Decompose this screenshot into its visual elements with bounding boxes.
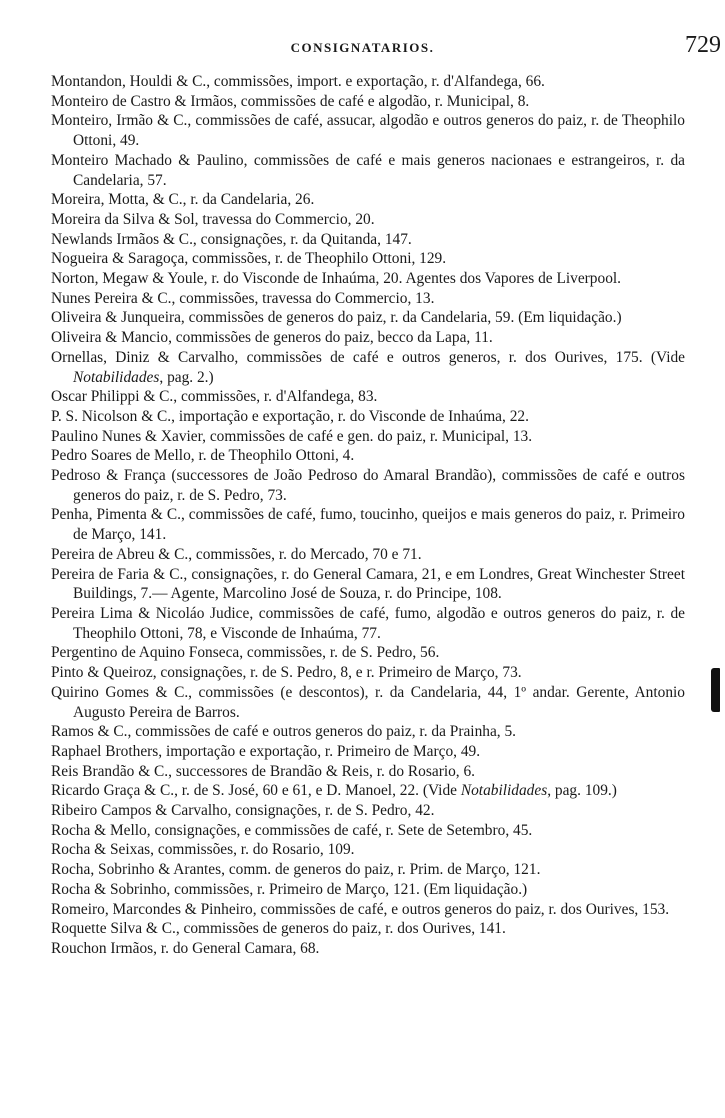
entry-roquette: Roquette Silva & C., commissões de generos do paiz, r. dos Ourives, 141. bbox=[51, 920, 506, 938]
entry-ribeiro-campos: Ribeiro Campos & Carvalho, consignações, r. de S. Pedro, 42. bbox=[51, 802, 435, 820]
entry-penha-pimenta: Penha, Pimenta & C., commissões de café, fumo, toucinho, queijos e mais generos do paiz, r. Primeiro de Março, 141. bbox=[51, 506, 685, 544]
entry-pinto-queiroz: Pinto & Queiroz, consignações, r. de S. Pedro, 8, e r. Primeiro de Março, 73. bbox=[51, 664, 522, 682]
page-number: 729 bbox=[685, 32, 721, 58]
entry-nogueira: Nogueira & Saragoça, commissões, r. de Theophilo Ottoni, 129. bbox=[51, 250, 447, 268]
entry-moreira-da-silva: Moreira da Silva & Sol, travessa do Commercio, 20. bbox=[51, 210, 375, 228]
entry-newlands: Newlands Irmãos & C., consignações, r. da Quitanda, 147. bbox=[51, 230, 412, 248]
page-header bbox=[0, 30, 725, 64]
entry-reis-brandao: Reis Brandão & C., successores de Brandão & Reis, r. do Rosario, 6. bbox=[51, 762, 476, 780]
entry-oscar-philippi: Oscar Philippi & C., commissões, r. d'Alfandega, 83. bbox=[51, 388, 378, 406]
entry-moreira-motta: Moreira, Motta, & C., r. da Candelaria, 26. bbox=[51, 191, 315, 209]
entry-rocha-seixas: Rocha & Seixas, commissões, r. do Rosario, 109. bbox=[51, 841, 355, 859]
entry-oliveira-mancio: Oliveira & Mancio, commissões de generos do paiz, becco da Lapa, 11. bbox=[51, 329, 493, 347]
entry-nicolson: P. S. Nicolson & C., importação e exportação, r. do Visconde de Inhaúma, 22. bbox=[51, 407, 529, 425]
entry-rouchon: Rouchon Irmãos, r. do General Camara, 68. bbox=[51, 939, 320, 957]
entry-quirino-gomes: Quirino Gomes & C., commissões (e descontos), r. da Candelaria, 44, 1º andar. Gerente, Antonio Augusto Pereira de Barros. bbox=[51, 683, 685, 721]
entry-oliveira-junqueira: Oliveira & Junqueira, commissões de generos do paiz, r. da Candelaria, 59. (Em liquidação.) bbox=[51, 309, 622, 327]
running-head: CONSIGNATARIOS. bbox=[290, 40, 435, 55]
entry-montandon: Montandon, Houldi & C., commissões, import. e exportação, r. d'Alfandega, 66. bbox=[51, 73, 545, 90]
entry-pedroso-franca: Pedroso & França (successores de João Pedroso do Amaral Brandão), commissões de café e outros generos do paiz, r. de S. Pedro, 73. bbox=[51, 467, 685, 504]
entry-ricardo-graca-reference: Notabilidades bbox=[460, 782, 548, 800]
consignee-list bbox=[51, 72, 685, 959]
entry-rocha-mello: Rocha & Mello, consignações, e commissões de café, r. Sete de Setembro, 45. bbox=[51, 821, 533, 839]
entry-pedro-soares: Pedro Soares de Mello, r. de Theophilo Ottoni, 4. bbox=[51, 447, 355, 465]
entry-pereira-lima: Pereira Lima & Nicoláo Judice, commissões de café, fumo, algodão e outros generos do paiz, r. de Theophilo Ottoni, 78, e Visconde de Inhaúma, 77. bbox=[51, 604, 685, 642]
entry-ornellas-text: Ornellas, Diniz & Carvalho, commissões de café e outros generos, r. dos Ourives, 175. (Vide bbox=[51, 348, 685, 366]
entry-monteiro-de-castro: Monteiro de Castro & Irmãos, commissões de café e algodão, r. Municipal, 8. bbox=[51, 92, 530, 110]
entry-ornellas-page: , pag. 2.) bbox=[159, 368, 214, 386]
entry-paulino-nunes: Paulino Nunes & Xavier, commissões de café e gen. do paiz, r. Municipal, 13. bbox=[51, 427, 533, 445]
entry-romeiro: Romeiro, Marcondes & Pinheiro, commissões de café, e outros generos do paiz, r. dos Ourives, 153. bbox=[51, 900, 670, 918]
entry-monteiro-machado: Monteiro Machado & Paulino, commissões de café e mais generos nacionaes e estrangeiros, r. da Candelaria, 57. bbox=[51, 151, 685, 189]
entry-ricardo-graca-page: , pag. 109.) bbox=[547, 782, 617, 800]
entry-ricardo-graca bbox=[51, 781, 685, 801]
entry-ornellas-reference: Notabilidades bbox=[73, 368, 160, 386]
entry-nunes-pereira: Nunes Pereira & C., commissões, travessa do Commercio, 13. bbox=[51, 289, 435, 307]
entry-monteiro-irmao: Monteiro, Irmão & C., commissões de café, assucar, algodão e outros generos do paiz, r. de Theophilo Ottoni, 49. bbox=[51, 112, 685, 150]
entry-ramos: Ramos & C., commissões de café e outros generos do paiz, r. da Prainha, 5. bbox=[51, 723, 517, 741]
entry-pereira-de-abreu: Pereira de Abreu & C., commissões, r. do Mercado, 70 e 71. bbox=[51, 545, 422, 563]
entry-raphael-brothers: Raphael Brothers, importação e exportação, r. Primeiro de Março, 49. bbox=[51, 742, 481, 760]
entry-ricardo-graca-text: Ricardo Graça & C., r. de S. José, 60 e 61, e D. Manoel, 22. (Vide bbox=[51, 782, 461, 800]
entry-ornellas bbox=[51, 348, 685, 387]
entry-norton: Norton, Megaw & Youle, r. do Visconde de Inhaúma, 20. Agentes dos Vapores de Liverpool. bbox=[51, 270, 622, 288]
entry-rocha-sobrinho: Rocha & Sobrinho, commissões, r. Primeiro de Março, 121. (Em liquidação.) bbox=[51, 880, 528, 898]
entry-pergentino: Pergentino de Aquino Fonseca, commissões, r. de S. Pedro, 56. bbox=[51, 644, 440, 662]
entry-pereira-de-faria: Pereira de Faria & C., consignações, r. do General Camara, 21, e em Londres, Great Winchester Street Buildings, 7.— Agente, Marcolino José de Souza, r. do Principe, 108. bbox=[51, 565, 685, 603]
entry-rocha-sobrinho-arantes: Rocha, Sobrinho & Arantes, comm. de generos do paiz, r. Prim. de Março, 121. bbox=[51, 861, 541, 879]
margin-ink-mark bbox=[711, 668, 720, 712]
